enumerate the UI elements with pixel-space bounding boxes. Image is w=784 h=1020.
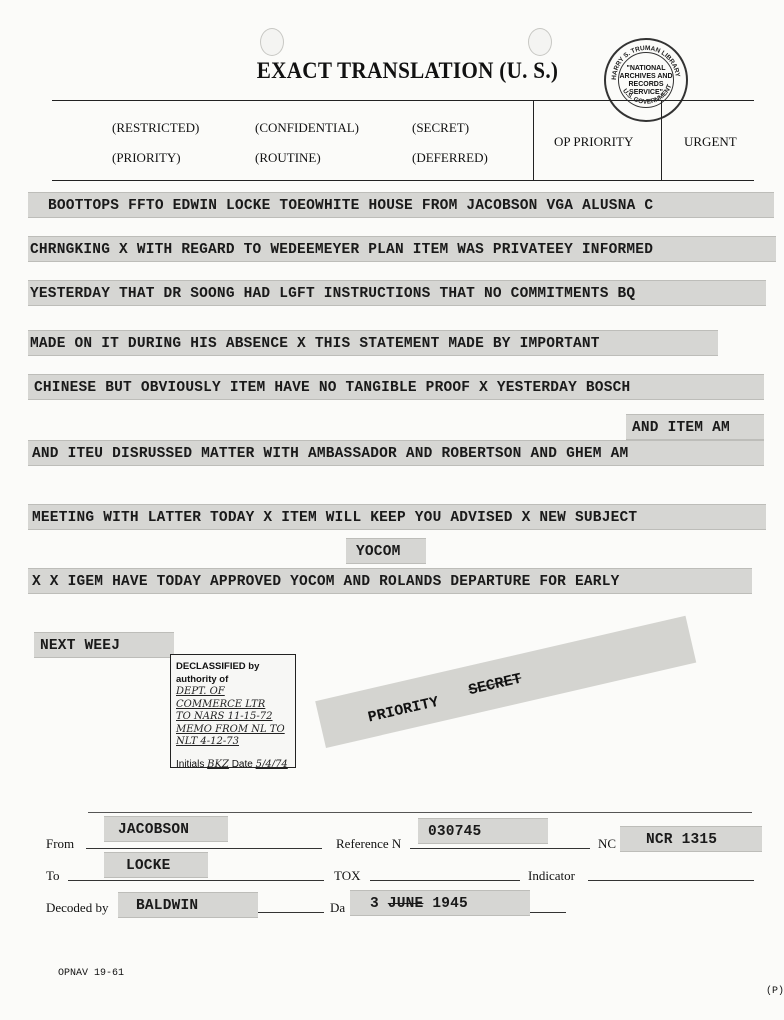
from-underline xyxy=(86,848,322,849)
class-deferred: (DEFERRED) xyxy=(412,150,488,165)
date-field-label: Da xyxy=(330,900,346,915)
reference-underline xyxy=(410,848,590,849)
declassified-heading: DECLASSIFIED by authority of xyxy=(176,661,260,685)
from-label: From xyxy=(46,836,75,851)
message-line: MEETING WITH LATTER TODAY X ITEM WILL KEEP YOU ADVISED X NEW SUBJECT xyxy=(28,504,766,530)
seal-line: RECORDS xyxy=(628,81,664,88)
message-line: AND ITEM AM xyxy=(626,414,764,440)
reference-value: 030745 xyxy=(418,818,548,844)
header-divider-2 xyxy=(661,100,662,180)
to-value: LOCKE xyxy=(104,852,208,878)
message-line: BOOTTOPS FFTO EDWIN LOCKE TOEOWHITE HOUSE FROM JACOBSON VGA ALUSNA C xyxy=(28,192,774,218)
nc-value: NCR 1315 xyxy=(620,826,762,852)
seal-line: ARCHIVES AND xyxy=(619,73,673,80)
to-label: To xyxy=(46,868,60,883)
document-title: EXACT TRANSLATION (U. S.) xyxy=(256,58,559,83)
header-divider-1 xyxy=(533,100,534,180)
reference-label: Reference N xyxy=(336,836,402,851)
header-top-rule xyxy=(52,100,754,101)
decoded-value: BALDWIN xyxy=(118,892,258,918)
to-underline xyxy=(68,880,324,881)
declassified-initials-row xyxy=(176,759,290,772)
secret-stamp: SECRET xyxy=(466,670,524,700)
decoded-label: Decoded by xyxy=(46,900,109,915)
declassified-authority-line: MEMO FROM NL TO xyxy=(176,723,285,735)
tox-label: TOX xyxy=(334,868,361,883)
punch-hole-left xyxy=(260,28,284,56)
class-confidential: (CONFIDENTIAL) xyxy=(255,120,359,135)
class-secret: (SECRET) xyxy=(412,120,470,135)
punch-hole-right xyxy=(528,28,552,56)
declassified-authority-line: DEPT. OF COMMERCE LTR xyxy=(176,686,266,710)
priority-stamp: PRIORITY xyxy=(366,693,441,727)
header-bottom-rule xyxy=(52,180,754,181)
message-line: X X IGEM HAVE TODAY APPROVED YOCOM AND ROLANDS DEPARTURE FOR EARLY xyxy=(28,568,752,594)
date-year: 1945 xyxy=(432,896,468,912)
tox-underline xyxy=(370,880,520,881)
seal-line: "NATIONAL xyxy=(626,65,666,72)
indicator-underline xyxy=(588,880,754,881)
date-field-value xyxy=(350,890,530,916)
date-month: JUNE xyxy=(387,896,424,912)
declassified-stamp xyxy=(170,654,296,768)
initials-value: BKZ xyxy=(207,758,229,770)
date-day: 3 xyxy=(370,896,379,912)
declassified-authority-line: TO NARS 11-15-72 xyxy=(176,711,273,722)
seal-ring-top: HARRY S. TRUMAN LIBRARY xyxy=(610,44,681,81)
message-line: MADE ON IT DURING HIS ABSENCE X THIS STATEMENT MADE BY IMPORTANT xyxy=(28,330,718,356)
footer-rule xyxy=(88,812,752,813)
message-line: CHRNGKING X WITH REGARD TO WEDEEMEYER PLAN ITEM WAS PRIVATEEY INFORMED xyxy=(28,236,776,262)
precedence-urgent: URGENT xyxy=(684,134,737,149)
message-line: AND ITEU DISRUSSED MATTER WITH AMBASSADOR AND ROBERTSON AND GHEM AM xyxy=(28,440,764,466)
seal-ring-bottom: U.S. GOVERNMENT xyxy=(621,83,674,106)
message-line: NEXT WEEJ xyxy=(34,632,174,658)
date-value: 5/4/74 xyxy=(255,758,288,770)
seal-line: SERVICE" xyxy=(629,89,663,96)
message-line: CHINESE BUT OBVIOUSLY ITEM HAVE NO TANGIBLE PROOF X YESTERDAY BOSCH xyxy=(28,374,764,400)
class-routine: (ROUTINE) xyxy=(255,150,321,165)
class-restricted: (RESTRICTED) xyxy=(112,120,200,135)
corner-mark: (P) xyxy=(766,986,784,997)
svg-text:U.S. GOVERNMENT xyxy=(621,84,673,106)
form-number: OPNAV 19-61 xyxy=(58,968,125,979)
priority-stamp-strip xyxy=(315,616,696,748)
initials-label: Initials xyxy=(176,758,205,770)
declassified-authority-line: NLT 4-12-73 xyxy=(176,736,239,747)
nc-label: NC xyxy=(598,836,617,851)
precedence-op-priority: OP PRIORITY xyxy=(554,134,634,149)
date-label: Date xyxy=(231,758,253,770)
class-priority: (PRIORITY) xyxy=(112,150,181,165)
message-line: YESTERDAY THAT DR SOONG HAD LGFT INSTRUCTIONS THAT NO COMMITMENTS BQ xyxy=(28,280,766,306)
message-line: YOCOM xyxy=(346,538,426,564)
from-value: JACOBSON xyxy=(104,816,228,842)
indicator-label: Indicator xyxy=(528,868,575,883)
